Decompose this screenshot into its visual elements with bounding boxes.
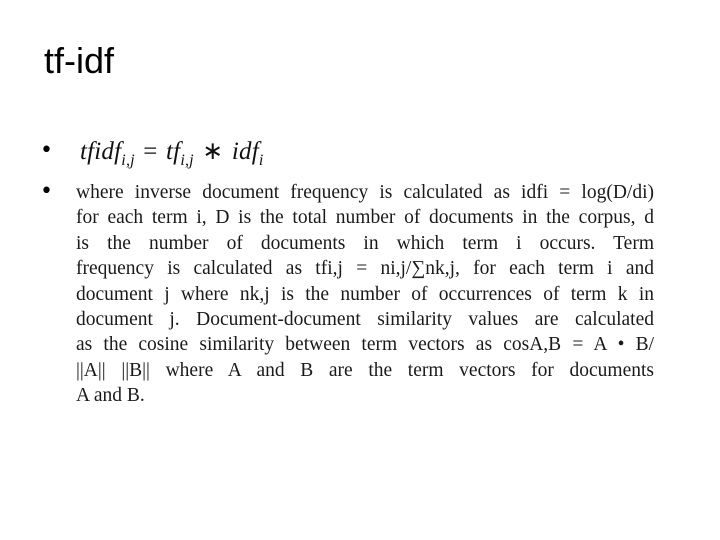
paragraph-line-7: as the cosine similarity between term vectors as cosA,B = A • B/ [76,334,654,356]
formula-tf-subscript: i,j [180,152,194,169]
formula-times: ∗ [202,138,224,165]
paragraph-line-9: A and B. [76,385,145,407]
formula-idf: idf [231,138,259,165]
formula-lhs: tfidf [80,138,122,165]
paragraph-line-8: ||A|| ||B|| where A and B are the term vectors for documents [76,359,654,381]
paragraph-line-2: for each term i, D is the total number of documents in the corpus, d [76,207,654,229]
slide-title: tf-idf [44,40,115,81]
paragraph-line-3: is the number of documents in which term i occurs. Term [76,232,654,254]
formula-equals: = [143,138,158,165]
bullet-marker-1: • [40,138,53,163]
paragraph-line-5: document j where nk,j is the number of occurrences of term k in [76,283,654,305]
definition-paragraph [76,180,654,409]
paragraph-line-1: where inverse document frequency is calculated as idfi = log(D/di) [76,182,654,203]
paragraph-line-4: frequency is calculated as tfi,j = ni,j/∑nk,j, for each term i and [76,258,654,280]
formula-idf-subscript: i [258,152,264,169]
bullet-marker-2: • [40,179,53,204]
tfidf-formula [80,136,264,170]
formula-tf: tf [166,138,181,165]
paragraph-line-6: document j. Document-document similarity values are calculated [76,309,654,331]
formula-lhs-subscript: i,j [121,152,135,169]
